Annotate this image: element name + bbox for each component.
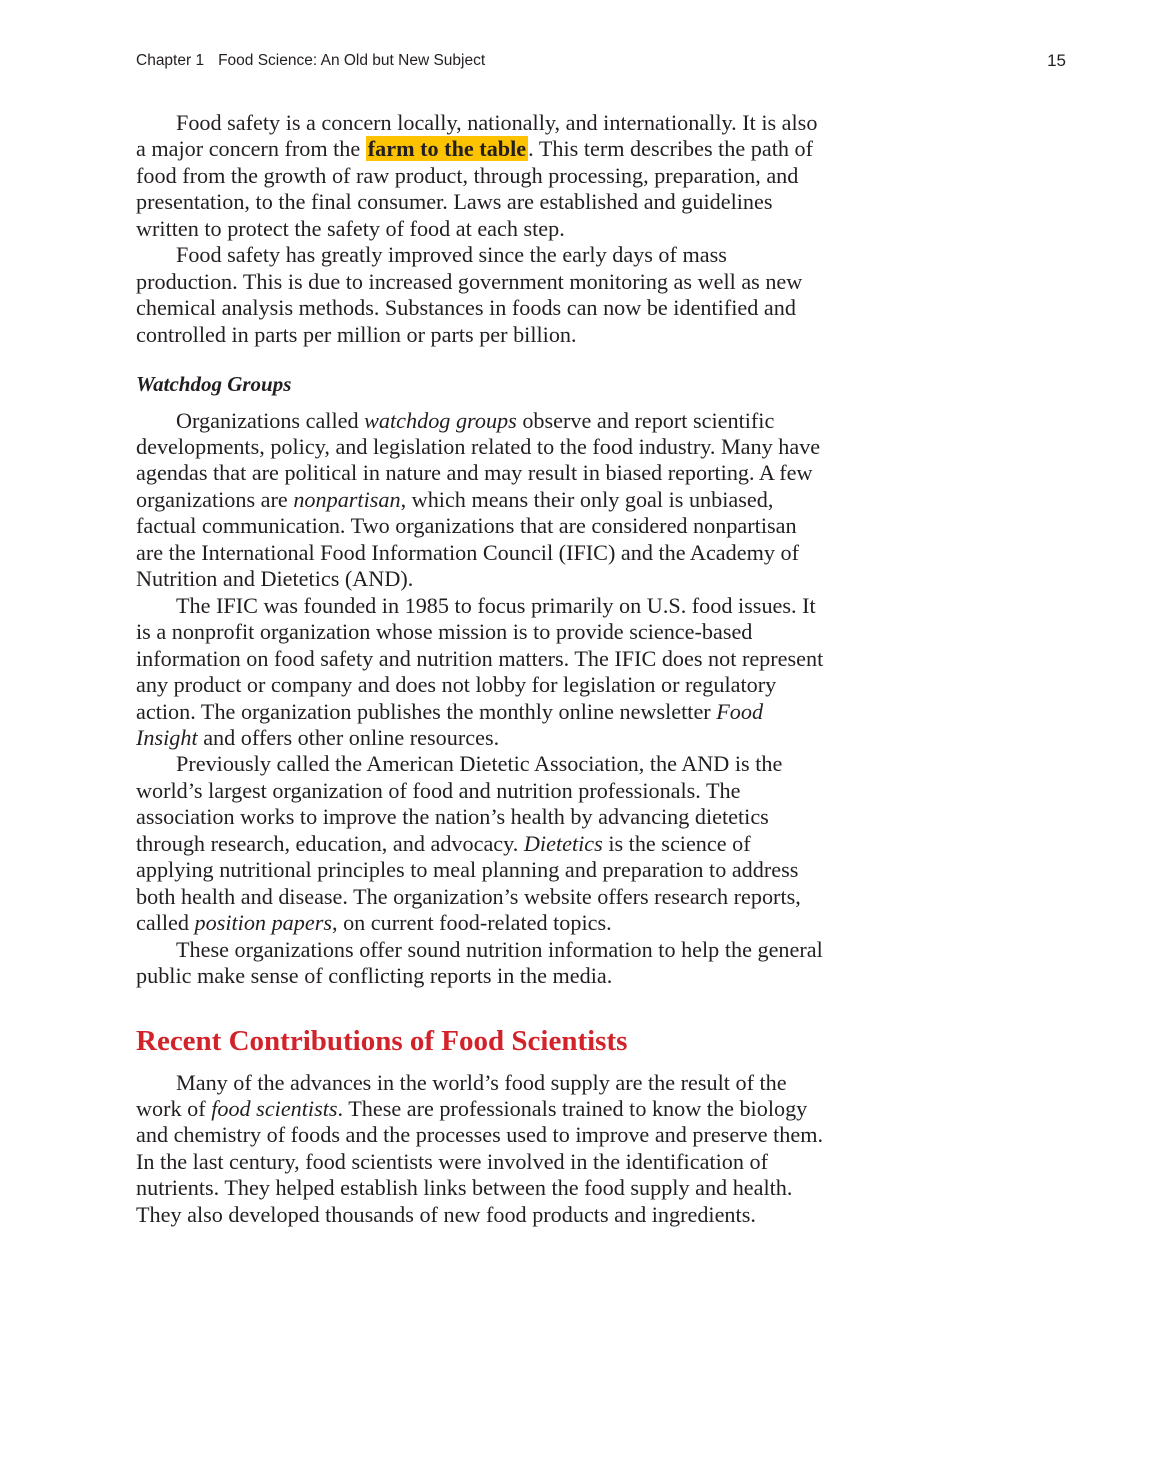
paragraph-farm-to-table — [136, 110, 826, 242]
term-watchdog-groups: watchdog groups — [364, 407, 517, 433]
text: is the science of applying nutritional principles to meal planning and preparation to address both health and disease. The organization’s website offers research reports, called — [136, 830, 801, 936]
text: and offers other online resources. — [197, 724, 500, 750]
paragraph-ific — [136, 593, 826, 752]
text: The IFIC was founded in 1985 to focus primarily on U.S. food issues. It is a nonprofit organization whose mission is to provide science-based information on food safety and nutrition matters. The IFIC does not represent any product or company and does not lobby for legislation or regulatory action. The organization publishes the monthly online newsletter — [136, 592, 824, 724]
chapter-label — [136, 52, 485, 70]
paragraph-watchdog-intro — [136, 408, 826, 593]
term-food-scientists: food scientists — [211, 1095, 338, 1121]
paragraph-organizations-summary: These organizations offer sound nutrition information to help the general public make sense of conflicting reports in the media. — [136, 936, 823, 989]
text: . These are professionals trained to know the biology and chemistry of foods and the processes used to improve and preserve them. In the last century, food scientists were involved in the identification of nutrients. They helped establish links between the food supply and health. They also developed thousands of new food products and ingredients. — [136, 1095, 823, 1227]
paragraph-food-scientists — [136, 1070, 826, 1229]
term-dietetics: Dietetics — [523, 830, 603, 856]
term-position-papers: position papers — [194, 910, 332, 936]
term-nonpartisan: nonpartisan — [293, 486, 401, 512]
running-head — [136, 52, 1066, 72]
text: Many of the advances in the world’s food supply are the result of the work of — [136, 1069, 787, 1121]
chapter-title: Food Science: An Old but New Subject — [218, 52, 486, 69]
title-food-insight: Food Insight — [136, 698, 764, 750]
subheading-watchdog-groups: Watchdog Groups — [136, 372, 292, 397]
text: , on current food-related topics. — [331, 910, 612, 936]
page-body — [136, 110, 826, 1228]
text: Food safety is a concern locally, nationally, and internationally. It is also a major concern from the — [136, 110, 818, 162]
text: Organizations called — [176, 407, 365, 433]
page-number: 15 — [1047, 51, 1066, 70]
paragraph-food-safety-improved: Food safety has greatly improved since the early days of mass production. This is due to increased government monitoring as well as new chemical analysis methods. Substances in foods can now be identified and controlled in parts per million or parts per billion. — [136, 242, 803, 347]
text: , which means their only goal is unbiased, factual communication. Two organizations that are considered nonpartisan are the International Food Information Council (IFIC) and the Academy of Nutrition and Dietetics (AND). — [136, 486, 799, 592]
chapter-number: Chapter 1 — [136, 52, 205, 69]
text: Previously called the American Dietetic Association, the AND is the world’s largest organization of food and nutrition professionals. The association works to improve the nation’s health by advancing dietetics through research, education, and advocacy. — [136, 751, 783, 856]
text: . This term describes the path of food from the growth of raw product, through processing, preparation, and presentation, to the final consumer. Laws are established and guidelines written to protect the safety of food at each step. — [136, 136, 814, 241]
key-term-highlight: farm to the table — [367, 136, 527, 162]
text: observe and report scientific developments, policy, and legislation related to the food industry. Many have agendas that are political in nature and may result in biased reporting. A few organizations are — [136, 407, 821, 512]
section-heading-recent-contributions: Recent Contributions of Food Scientists — [136, 1024, 628, 1057]
paragraph-and — [136, 751, 826, 936]
